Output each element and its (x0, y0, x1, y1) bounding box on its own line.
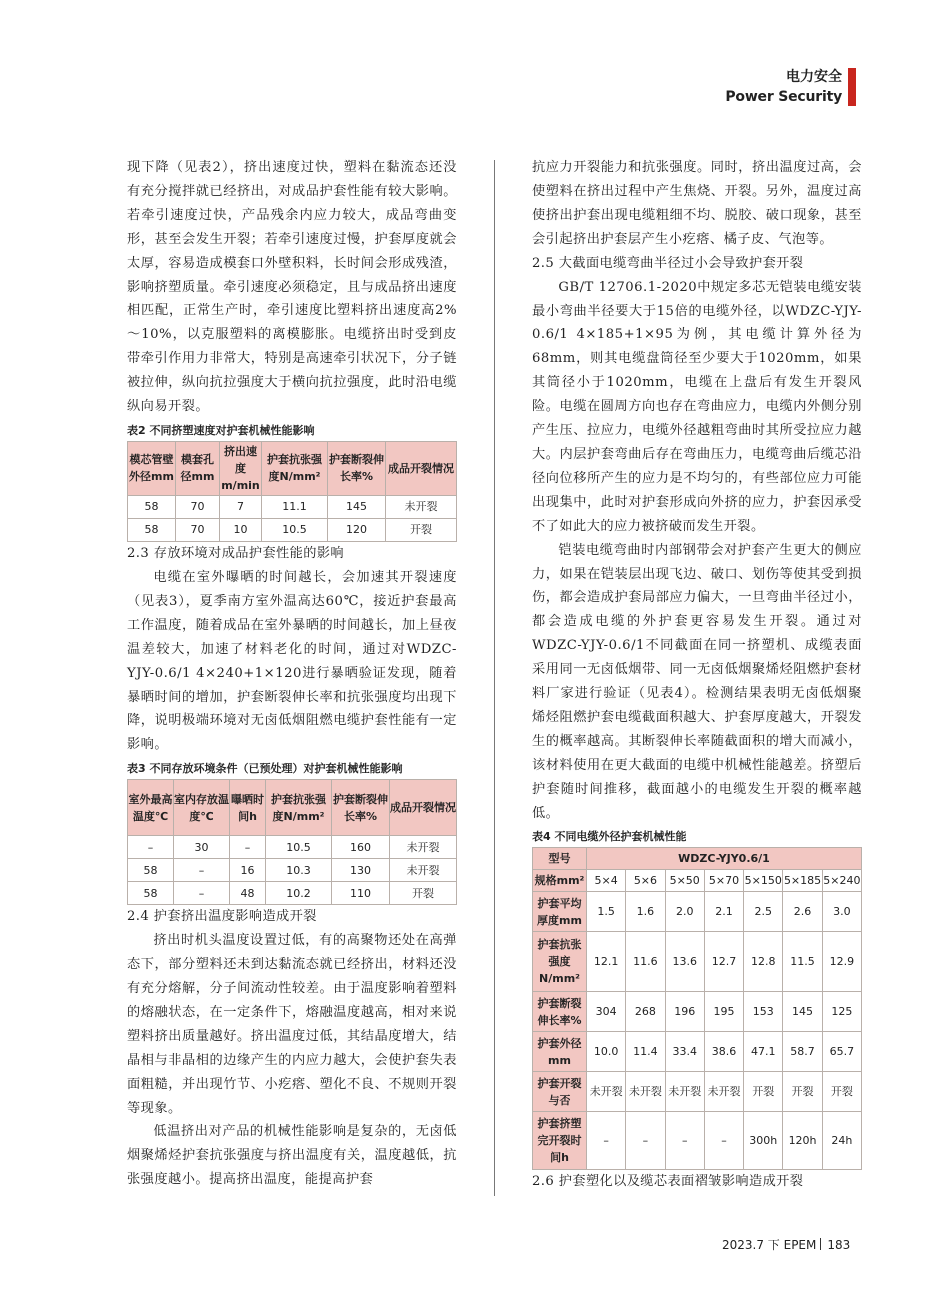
table-cell: 11.4 (626, 1032, 665, 1072)
table-cell: 16 (230, 859, 266, 882)
table-cell: 153 (744, 992, 783, 1032)
table-cell: 268 (626, 992, 665, 1032)
table-cell: 1.6 (626, 892, 665, 932)
table-cell: 65.7 (822, 1032, 861, 1072)
table-cell: 11.6 (626, 932, 665, 992)
row-label: 护套平均厚度mm (533, 892, 587, 932)
table-cell: 145 (783, 992, 822, 1032)
table-cell: 开裂 (744, 1072, 783, 1112)
table-caption: 表4 不同电缆外径护套机械性能 (532, 830, 687, 844)
table-cell: 120h (783, 1112, 822, 1170)
table-cell: 58.7 (783, 1032, 822, 1072)
table-header: 护套断裂伸长率% (328, 441, 386, 495)
section-heading: 2.5 大截面电缆弯曲半径过小会导致护套开裂 (532, 255, 804, 271)
column-divider (494, 160, 495, 1196)
table-row (128, 859, 457, 882)
table-row (128, 518, 457, 541)
table-cell: 12.7 (704, 932, 743, 992)
paragraph: GB/T 12706.1-2020中规定多芯无铠装电缆安装最小弯曲半径要大于15倍的电缆外径，以WDZC-YJY-0.6/1 4×185+1×95为例，其电缆计算外径为68mm，则其电缆盘筒径至少要大于1020mm，如果其筒径小于1020mm，电缆在上盘后有发生开裂风险。电缆在圆周方向也存在弯曲应力，电缆内外侧分别产生压、拉应力，电缆外径越粗弯曲时其所受拉应力越大。内层护套弯曲后存在弯曲压力，电缆弯曲后缆芯沿径向位移所产生的应力是不均匀的，有些部位应力可能出现集中，此时对护套形成向外挤的应力，护套因承受不了如此大的应力被挤破而发生开裂。 (532, 279, 862, 534)
paragraph: 电缆在室外曝晒的时间越长，会加速其开裂速度（见表3），夏季南方室外温高达60℃，接近护套最高工作温度，随着成品在室外暴晒的时间越长，加上昼夜温差较大，加速了材料老化的时间，通过对WDZC-YJY-0.6/1 4×240+1×120进行暴晒验证发现，随着暴晒时间的增加，护套断裂伸长率和抗张强度均出现下降，说明极端环境对无卤低烟阻燃电缆护套性能有一定影响。 (127, 569, 457, 753)
table-row (533, 1112, 862, 1170)
table-cell: – (626, 1112, 665, 1170)
table-cell: 10.5 (262, 518, 328, 541)
table-row (533, 992, 862, 1032)
table-cell: 2.5 (744, 892, 783, 932)
paragraph: 低温挤出对产品的机械性能影响是复杂的，无卤低烟聚烯烃护套抗张强度与挤出温度有关，温度越低，抗张强度越小。提高挤出温度，能提高护套 (127, 1124, 457, 1188)
table-cell: 304 (587, 992, 626, 1032)
table-cell: 开裂 (783, 1072, 822, 1112)
table-cell: 开裂 (822, 1072, 861, 1112)
table-cell: 2.6 (783, 892, 822, 932)
table-row (533, 1072, 862, 1112)
table-cell: 58 (128, 882, 174, 905)
row-label: 护套外径mm (533, 1032, 587, 1072)
table-cell: 11.1 (262, 495, 328, 518)
table-cell: 1.5 (587, 892, 626, 932)
row-label: 护套开裂与否 (533, 1072, 587, 1112)
table-row (533, 1032, 862, 1072)
header-accent-bar (848, 68, 856, 106)
section-heading: 2.6 护套塑化以及缆芯表面褶皱影响造成开裂 (532, 1174, 804, 1190)
section-title-en: Power Security (725, 89, 842, 105)
table-cell: 70 (176, 518, 220, 541)
table-cell: 5×50 (665, 870, 704, 892)
row-label: 护套断裂伸长率% (533, 992, 587, 1032)
table-cell: 196 (665, 992, 704, 1032)
table-header: 成品开裂情况 (386, 441, 457, 495)
paragraph: 铠装电缆弯曲时内部钢带会对护套产生更大的侧应力，如果在铠装层出现飞边、破口、划伤等使其受到损伤，都会造成护套局部应力偏大，一旦弯曲半径过小，都会造成电缆的外护套更容易发生开裂。通过对WDZC-YJY-0.6/1不同截面在同一挤塑机、成缆表面采用同一无卤低烟带、同一无卤低烟聚烯烃阻燃护套材料厂家进行验证（见表4）。检测结果表明无卤低烟聚烯烃阻燃护套电缆截面积越大、护套厚度越大，开裂发生的概率越高。其断裂伸长率随截面积的增大而减小，该材料使用在更大截面的电缆中机械性能越差。挤塑后护套随时间推移，截面越小的电缆发生开裂的概率越低。 (532, 542, 862, 821)
table-cell: 38.6 (704, 1032, 743, 1072)
table-cell: – (587, 1112, 626, 1170)
table-cell: 300h (744, 1112, 783, 1170)
paragraph: 抗应力开裂能力和抗张强度。同时，挤出温度过高，会使塑料在挤出过程中产生焦烧、开裂。另外，温度过高使挤出护套出现电缆粗细不均、脱胶、破口现象，甚至会引起挤出护套层产生小疙瘩、橘子皮、气泡等。 (532, 160, 862, 247)
table-cell: 10.0 (587, 1032, 626, 1072)
row-label: 护套挤塑完开裂时间h (533, 1112, 587, 1170)
table-cell: 58 (128, 495, 176, 518)
table-cell: 12.9 (822, 932, 861, 992)
table-cell: 未开裂 (704, 1072, 743, 1112)
table-header: 成品开裂情况 (390, 780, 457, 836)
table-header: 曝晒时间h (230, 780, 266, 836)
left-column (127, 156, 457, 1192)
table-header: 护套抗张强度N/mm² (266, 780, 332, 836)
table-cell: 48 (230, 882, 266, 905)
table-cell: 13.6 (665, 932, 704, 992)
table-cell: 未开裂 (386, 495, 457, 518)
table-cell: 11.5 (783, 932, 822, 992)
table-header: 挤出速度m/min (220, 441, 262, 495)
table-header: 室外最高温度℃ (128, 780, 174, 836)
section-heading: 2.4 护套挤出温度影响造成开裂 (127, 909, 317, 925)
table-cell: 未开裂 (626, 1072, 665, 1112)
table-row (128, 836, 457, 859)
table-cell: 未开裂 (665, 1072, 704, 1112)
table-cell: 5×185 (783, 870, 822, 892)
table-cell: 58 (128, 859, 174, 882)
table-cell: 2.1 (704, 892, 743, 932)
table-cell: 3.0 (822, 892, 861, 932)
table-header: 型号 (533, 848, 587, 870)
table-cell: 10.5 (266, 836, 332, 859)
table-cell: 开裂 (386, 518, 457, 541)
table-cell: 120 (328, 518, 386, 541)
table-cell: 未开裂 (390, 836, 457, 859)
table-row (533, 870, 862, 892)
table-4 (532, 847, 862, 1170)
table-row (128, 495, 457, 518)
table-cell: 47.1 (744, 1032, 783, 1072)
table-cell: 5×150 (744, 870, 783, 892)
section-heading: 2.3 存放环境对成品护套性能的影响 (127, 545, 344, 561)
table-cell: – (174, 859, 230, 882)
table-cell: 5×70 (704, 870, 743, 892)
table-caption: 表3 不同存放环境条件（已预处理）对护套机械性能影响 (127, 762, 403, 776)
table-cell: 110 (332, 882, 390, 905)
table-3 (127, 779, 457, 905)
table-header: 护套断裂伸长率% (332, 780, 390, 836)
table-cell: 70 (176, 495, 220, 518)
table-cell: 5×6 (626, 870, 665, 892)
table-cell: 10 (220, 518, 262, 541)
table-cell: 开裂 (390, 882, 457, 905)
table-header: 模套孔径mm (176, 441, 220, 495)
table-cell: 160 (332, 836, 390, 859)
section-title-cn: 电力安全 (786, 69, 842, 85)
table-cell: – (174, 882, 230, 905)
table-header: 护套抗张强度N/mm² (262, 441, 328, 495)
table-row (128, 882, 457, 905)
table-cell: – (230, 836, 266, 859)
section-header (725, 67, 842, 107)
table-2 (127, 441, 457, 542)
table-cell: 5×4 (587, 870, 626, 892)
table-row (533, 892, 862, 932)
table-cell: 33.4 (665, 1032, 704, 1072)
table-cell: 12.1 (587, 932, 626, 992)
table-cell: 125 (822, 992, 861, 1032)
table-header: 室内存放温度℃ (174, 780, 230, 836)
table-cell: 未开裂 (587, 1072, 626, 1112)
table-cell: 145 (328, 495, 386, 518)
table-cell: 58 (128, 518, 176, 541)
table-header: 模芯管壁外径mm (128, 441, 176, 495)
table-cell: 12.8 (744, 932, 783, 992)
table-cell: – (704, 1112, 743, 1170)
paragraph: 挤出时机头温度设置过低，有的高聚物还处在高弹态下，部分塑料还未到达黏流态就已经挤出，材料还没有充分熔解，分子间流动性较差。由于温度影响着塑料的熔融状态，在一定条件下，熔融温度越高，相对来说塑料挤出质量越好。挤出温度过低，其结晶度增大，结晶相与非晶相的边缘产生的内应力越大，会使护套失表面粗糙，并出现竹节、小疙瘩、塑化不良、不规则开裂等现象。 (127, 933, 457, 1116)
right-column (532, 156, 862, 1194)
table-header: WDZC-YJY0.6/1 (587, 848, 862, 870)
row-label: 规格mm² (533, 870, 587, 892)
page-number: 183 (827, 1238, 851, 1252)
table-cell: 24h (822, 1112, 861, 1170)
footer-separator (820, 1238, 821, 1250)
table-cell: 130 (332, 859, 390, 882)
table-cell: 10.3 (266, 859, 332, 882)
table-cell: 未开裂 (390, 859, 457, 882)
table-cell: 2.0 (665, 892, 704, 932)
table-cell: – (665, 1112, 704, 1170)
table-cell: 5×240 (822, 870, 861, 892)
page-footer (722, 1236, 850, 1253)
table-cell: 30 (174, 836, 230, 859)
table-row (533, 932, 862, 992)
table-cell: – (128, 836, 174, 859)
table-caption: 表2 不同挤塑速度对护套机械性能影响 (127, 423, 315, 437)
table-cell: 10.2 (266, 882, 332, 905)
row-label: 护套抗张强度N/mm² (533, 932, 587, 992)
paragraph: 现下降（见表2），挤出速度过快，塑料在黏流态还没有充分搅拌就已经挤出，对成品护套性能有较大影响。若牵引速度过快，产品残余内应力较大，成品弯曲变形，甚至会发生开裂；若牵引速度过慢，护套厚度就会太厚，容易造成模套口外壁积料，长时间会形成残渣，影响挤塑质量。牵引速度必须稳定，且与成品挤出速度相匹配，正常生产时，牵引速度比塑料挤出速度高2%～10%，以克服塑料的离模膨胀。电缆挤出时受到皮带牵引作用力非常大，特别是高速牵引状况下，分子链被拉伸，纵向抗拉强度大于横向抗拉强度，此时沿电缆纵向易开裂。 (127, 160, 457, 415)
table-cell: 7 (220, 495, 262, 518)
table-cell: 195 (704, 992, 743, 1032)
issue-label: 2023.7 下 EPEM (722, 1238, 817, 1252)
